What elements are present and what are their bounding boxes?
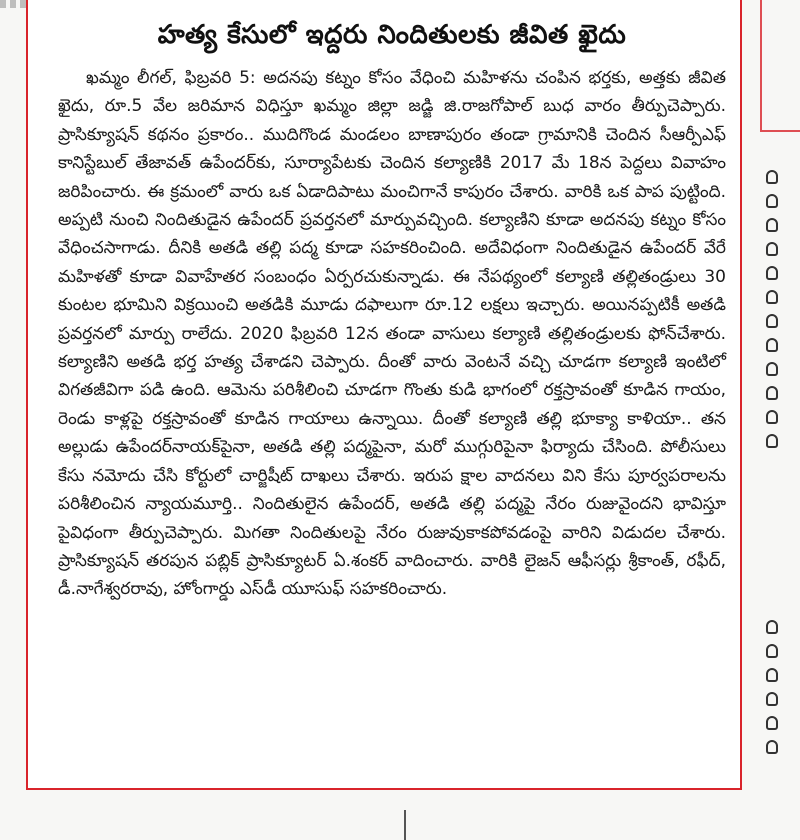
text-glyph-fragment — [766, 644, 778, 658]
text-glyph-fragment — [766, 740, 778, 754]
adjacent-column-fragment — [752, 0, 800, 840]
text-glyph-fragment — [766, 266, 778, 280]
text-glyph-fragment — [766, 170, 778, 184]
text-glyph-fragment — [766, 668, 778, 682]
text-glyph-fragment — [766, 194, 778, 208]
column-divider — [404, 810, 406, 840]
article-headline: హత్య కేసులో ఇద్దరు నిందితులకు జీవిత ఖైదు — [157, 20, 627, 50]
text-glyph-fragment — [766, 314, 778, 328]
text-glyph-fragment — [766, 434, 778, 448]
text-glyph-fragment — [766, 386, 778, 400]
text-glyph-fragment — [766, 338, 778, 352]
article-body: ఖమ్మం లీగల్, ఫిబ్రవరి 5: అదనపు కట్నం కోసం వేధించి మహిళను చంపిన భర్తకు, అత్తకు జీవిత ఖైదు, రూ.5 వేల జరిమాన విధిస్తూ ఖమ్మం జిల్లా జడ్జి జి.రాజగోపాల్ బుధ వారం తీర్పుచెప్పారు. ప్రాసిక్యూషన్ కథనం ప్రకారం.. ముదిగొండ మండలం బాణాపురం తండా గ్రామానికి చెందిన సీఆర్పీఎఫ్ కానిస్టేబుల్ తేజావత్ ఉపేందర్‌కు, సూర్యాపేటకు చెందిన కల్యాణికి 2017 మే 18న పెద్దలు వివాహం జరిపించారు. ఈ క్రమంలో వారు ఒక ఏడాదిపాటు మంచిగానే కాపురం చేశారు. వారికి ఒక పాప పుట్టింది. అప్పటి నుంచి నిందితుడైన ఉపేందర్ ప్రవర్తనలో మార్పువచ్చింది. కల్యాణిని కూడా అదనపు కట్నం కోసం వేధించసాగాడు. దీనికి అతడి తల్లి పద్మ కూడా సహకరించింది. అదేవిధంగా నిందితుడైన ఉపేందర్ వేరే మహిళతో కూడా వివాహేతర సంబంధం ఏర్పరచుకున్నాడు. ఈ నేపథ్యంలో కల్యాణి తల్లితండ్రులు 30 కుంటల భూమిని విక్రయించి అతడికి మూడు దఫాలుగా రూ.12 లక్షలు ఇచ్చారు. అయినప్పటికీ అతడి ప్రవర్తనలో మార్పు రాలేదు. 2020 ఫిబ్రవరి 12న తండా వాసులు కల్యాణి తల్లితండ్రులకు ఫోన్‌చేశారు. కల్యాణిని అతడి భర్త హత్య చేశాడని చెప్పారు. దీంతో వారు వెంటనే వచ్చి చూడగా కల్యాణి ఇంటిలో విగతజీవిగా పడి ఉంది. ఆమెను పరిశీలించి చూడగా గొంతు కుడి భాగంలో రక్తస్రావంతో కూడిన గాయం, రెండు కాళ్లపై రక్తస్రావంతో కూడిన గాయాలు ఉన్నాయి. దీంతో కల్యాణి తల్లి భూక్యా కాళియా.. తన అల్లుడు ఉపేందర్‌నాయక్‌పైనా, అతడి తల్లి పద్మపైనా, మరో ముగ్గురిపైనా ఫిర్యాదు చేసింది. పోలీసులు కేసు నమోదు చేసి కోర్టులో చార్జిషీట్ దాఖలు చేశారు. ఇరుప క్షాల వాదనలు విని కేసు పూర్వపరాలను పరిశీలించిన న్యాయమూర్తి.. నిందితులైన ఉపేందర్, అతడి తల్లి పద్మపై నేరం రుజువైందని భావిస్తూ పైవిధంగా తీర్పుచెప్పారు. మిగతా నిందితులపై నేరం రుజువుకాకపోవడంపై వారిని విడుదల చేశారు. ప్రాసిక్యూషన్ తరపున పబ్లిక్ ప్రాసిక్యూటర్ ఏ.శంకర్ వాదించారు. వారికి లైజన్ ఆఫీసర్లు శ్రీకాంత్, రఫీద్, డీ.నాగేశ్వరరావు, హోంగార్డు ఎస్‌డీ యూసుఫ్ సహకరించారు. — [58, 68, 726, 600]
text-glyph-fragment — [766, 362, 778, 376]
text-glyph-fragment — [766, 410, 778, 424]
article-box — [26, 0, 742, 790]
text-glyph-fragment — [766, 242, 778, 256]
adjacent-text-fragment-lower — [766, 620, 778, 754]
next-article-heading-fragment — [40, 806, 380, 840]
text-glyph-fragment — [766, 290, 778, 304]
adjacent-box-border — [760, 0, 800, 132]
text-glyph-fragment — [766, 716, 778, 730]
text-glyph-fragment — [766, 218, 778, 232]
adjacent-text-fragment — [766, 170, 778, 448]
text-glyph-fragment — [766, 692, 778, 706]
text-glyph-fragment — [766, 620, 778, 634]
